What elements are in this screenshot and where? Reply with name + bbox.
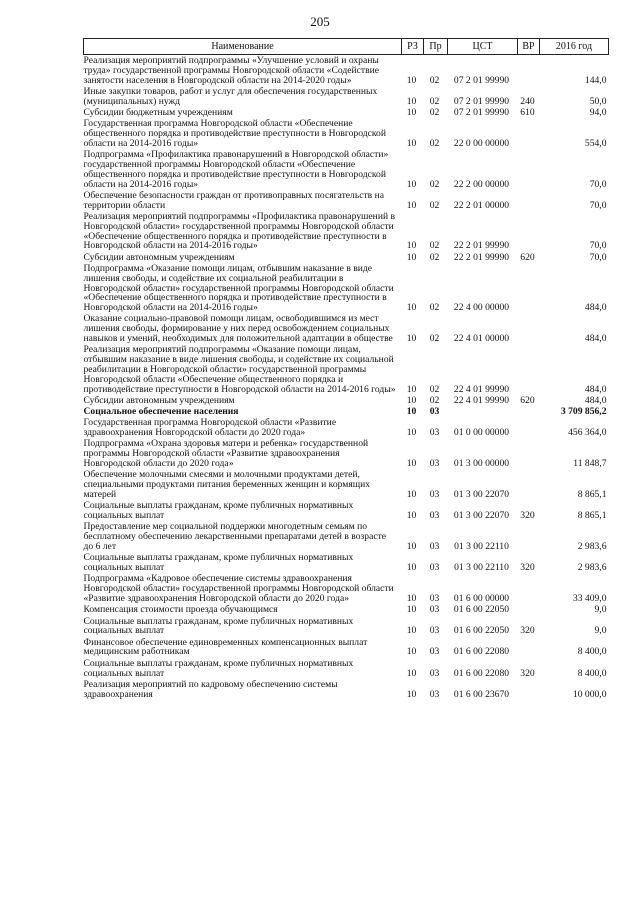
- cell-cst: 01 3 00 22070: [453, 488, 510, 500]
- cell-name: Социальные выплаты гражданам, кроме публичных нормативных социальных выплат: [83, 615, 354, 637]
- cell-rz: 10: [406, 106, 417, 118]
- cell-sum: 484,0: [584, 394, 607, 406]
- table-row: [84, 118, 609, 149]
- cell-name: Субсидии автономным учреждениям: [83, 251, 235, 263]
- cell-pr: 03: [429, 625, 440, 637]
- cell-vr: 320: [520, 562, 535, 574]
- cell-sum: 9,0: [594, 604, 607, 616]
- cell-sum: 2 983,6: [577, 562, 607, 574]
- cell-pr: 02: [429, 394, 440, 406]
- cell-vr: [518, 190, 540, 211]
- cell-vr: 610: [520, 106, 535, 118]
- cell-cst: 01 3 00 22110: [454, 562, 509, 574]
- cell-sum: 8 865,1: [577, 510, 607, 522]
- cell-cst: 22 2 01 99990: [453, 251, 510, 263]
- cell-name: Социальные выплаты гражданам, кроме публичных нормативных социальных выплат: [83, 657, 354, 679]
- cell-vr: [518, 263, 540, 313]
- cell-vr: [518, 679, 540, 700]
- cell-rz: 10: [406, 562, 417, 574]
- table-row: [84, 417, 609, 438]
- cell-rz: 10: [406, 240, 417, 252]
- cell-vr: [518, 313, 540, 344]
- cell-cst: 22 4 01 00000: [453, 333, 510, 345]
- cell-name: Подпрограмма «Оказание помощи лицам, отбывшим наказание в виде лишения свободы, и содействие их социальной реабилитации в Новгородской области» государственной программы Новгородской области «Обеспечение общественного порядка и противодействие преступности в Новгородской области на 2014-2016 годы»: [83, 262, 394, 314]
- cell-sum: 8 400,0: [577, 646, 607, 658]
- cell-vr: 320: [520, 667, 535, 679]
- cell-name: Государственная программа Новгородской области «Развитие здравоохранения Новгородской области до 2020 года»: [83, 417, 337, 439]
- table-row: [84, 107, 609, 118]
- table-row: [84, 55, 609, 86]
- cell-cst: 01 6 00 22050: [453, 625, 510, 637]
- table-row: [84, 313, 609, 344]
- page-number: 205: [310, 14, 330, 29]
- cell-cst: 07 2 01 99990: [453, 95, 510, 107]
- cell-cst: 07 2 01 99990: [453, 74, 510, 86]
- cell-name: Реализация мероприятий подпрограммы «Оказание помощи лицам, отбывшим наказание в виде лишения свободы, и содействие их социальной реабилитации в Новгородской области» государственной программы Новгородской области «Обеспечение общественного порядка и противодействие преступности в Новгородской области на 2014-2016 годы»: [83, 344, 396, 395]
- table-row: [84, 573, 609, 604]
- cell-rz: 10: [406, 74, 417, 86]
- cell-name: Реализация мероприятий подпрограммы «Профилактика правонарушений в Новгородской области» государственной программы Новгородской области «Обеспечение общественного порядка и противодействие преступности в Новгородской области на 2014-2016 годы»: [83, 210, 396, 252]
- cell-cst: 01 6 00 23670: [453, 688, 510, 700]
- cell-rz: 10: [406, 646, 417, 658]
- cell-sum: 70,0: [589, 251, 607, 263]
- cell-vr: [518, 149, 540, 190]
- cell-cst: 01 6 00 22050: [453, 604, 510, 616]
- cell-sum: 50,0: [589, 95, 607, 107]
- cell-rz: 10: [406, 95, 417, 107]
- cell-rz: 10: [406, 251, 417, 263]
- cell-pr: 02: [429, 106, 440, 118]
- cell-rz: 10: [406, 604, 417, 616]
- cell-rz: 10: [406, 625, 417, 637]
- cell-sum: 9,0: [594, 625, 607, 637]
- table-row: [84, 658, 609, 679]
- cell-pr: 02: [429, 251, 440, 263]
- cell-rz: 10: [406, 406, 417, 418]
- cell-pr: 03: [429, 427, 440, 439]
- cell-rz: 10: [406, 427, 417, 439]
- cell-name: Подпрограмма «Кадровое обеспечение системы здравоохранения Новгородской области» государственной программы Новгородской области «Развитие здравоохранения Новгородской области до 2020 года»: [83, 573, 394, 604]
- cell-pr: 03: [429, 510, 440, 522]
- cell-rz: 10: [406, 540, 417, 552]
- table-row: [84, 438, 609, 469]
- cell-name: Государственная программа Новгородской области «Обеспечение общественного порядка и противодействие преступности в Новгородской области на 2014-2016 годы»: [83, 118, 386, 149]
- cell-pr: 03: [429, 458, 440, 470]
- cell-sum: 33 409,0: [572, 592, 607, 604]
- cell-pr: 03: [429, 592, 440, 604]
- cell-name: Обеспечение молочными смесями и молочными продуктами детей, специальными продуктами питания беременных женщин и кормящих матерей: [83, 469, 371, 500]
- cell-vr: [518, 344, 540, 394]
- cell-sum: 10 000,0: [572, 688, 607, 700]
- cell-rz: 10: [406, 667, 417, 679]
- cell-cst: 22 4 00 00000: [453, 302, 510, 314]
- cell-cst: 01 6 00 00000: [453, 592, 510, 604]
- cell-sum: 70,0: [589, 199, 607, 211]
- cell-sum: 70,0: [589, 178, 607, 190]
- cell-vr: [518, 417, 540, 438]
- cell-pr: 03: [429, 646, 440, 658]
- cell-sum: 8 865,1: [577, 488, 607, 500]
- cell-name: Обеспечение безопасности граждан от противоправных посягательств на территории области: [83, 189, 384, 211]
- cell-cst: 22 2 00 00000: [453, 178, 510, 190]
- cell-name: Финансовое обеспечение единовременных компенсационных выплат медицинским работникам: [83, 636, 368, 658]
- cell-pr: 03: [429, 667, 440, 679]
- table-row: [84, 679, 609, 700]
- cell-name: Реализация мероприятий по кадровому обеспечению системы здравоохранения: [83, 678, 338, 700]
- cell-name: Социальное обеспечение населения: [83, 406, 239, 418]
- cell-sum: 484,0: [584, 383, 607, 395]
- cell-cst: 22 2 01 00000: [453, 199, 510, 211]
- cell-cst: 01 3 00 00000: [453, 458, 510, 470]
- cell-rz: 10: [406, 137, 417, 149]
- header-name: Наименование: [84, 39, 402, 55]
- cell-rz: 10: [406, 592, 417, 604]
- cell-pr: 03: [429, 688, 440, 700]
- cell-cst: 01 3 00 22070: [453, 510, 510, 522]
- cell-vr: [518, 55, 540, 86]
- table-row: [84, 616, 609, 637]
- cell-vr: [518, 118, 540, 149]
- table-header-row: [84, 39, 609, 55]
- cell-name: Социальные выплаты гражданам, кроме публичных нормативных социальных выплат: [83, 552, 354, 574]
- cell-vr: 320: [520, 625, 535, 637]
- cell-sum: 3 709 856,2: [560, 406, 607, 418]
- table-row: [84, 263, 609, 313]
- table-row: [84, 190, 609, 211]
- cell-cst: 01 3 00 22110: [454, 540, 509, 552]
- cell-sum: 144,0: [584, 74, 607, 86]
- cell-vr: 620: [520, 394, 535, 406]
- header-cst: ЦСТ: [448, 39, 518, 55]
- cell-vr: [518, 406, 540, 417]
- cell-sum: 11 848,7: [573, 458, 607, 470]
- cell-cst: 22 0 00 00000: [453, 137, 510, 149]
- cell-pr: 02: [429, 333, 440, 345]
- cell-pr: 02: [429, 137, 440, 149]
- cell-sum: 456 364,0: [568, 427, 607, 439]
- cell-rz: 10: [406, 302, 417, 314]
- cell-sum: 484,0: [584, 302, 607, 314]
- cell-name: Компенсация стоимости проезда обучающимся: [83, 604, 278, 616]
- cell-pr: 02: [429, 178, 440, 190]
- cell-name: Субсидии автономным учреждениям: [83, 394, 235, 406]
- table-row: [84, 500, 609, 521]
- cell-rz: 10: [406, 333, 417, 345]
- cell-vr: [518, 211, 540, 252]
- cell-rz: 10: [406, 488, 417, 500]
- cell-cst: 22 2 01 99990: [453, 240, 510, 252]
- cell-rz: 10: [406, 510, 417, 522]
- cell-sum: 2 983,6: [577, 540, 607, 552]
- header-vr: ВР: [518, 39, 540, 55]
- header-pr: Пр: [424, 39, 448, 55]
- cell-vr: 320: [520, 510, 535, 522]
- table-row: [84, 521, 609, 552]
- table-row: [84, 637, 609, 658]
- table-row: [84, 469, 609, 500]
- cell-vr: [518, 604, 540, 615]
- cell-pr: 02: [429, 95, 440, 107]
- cell-vr: [518, 637, 540, 658]
- table-row: [84, 149, 609, 190]
- cell-pr: 03: [429, 406, 440, 418]
- cell-rz: 10: [406, 394, 417, 406]
- cell-pr: 02: [429, 199, 440, 211]
- cell-name: Реализация мероприятий подпрограммы «Улучшение условий и охраны труда» государственной программы Новгородской области «Содействие занятости населения в Новгородской области на 2014-2020 годы»: [83, 55, 380, 86]
- table-row: [84, 86, 609, 107]
- table-row: [84, 211, 609, 252]
- table-row: [84, 395, 609, 406]
- cell-rz: 10: [406, 458, 417, 470]
- cell-name: Подпрограмма «Охрана здоровья матери и ребенка» государственной программы Новгородской области «Развитие здравоохранения Новгородской области до 2020 года»: [83, 438, 369, 470]
- cell-rz: 10: [406, 688, 417, 700]
- cell-pr: 03: [429, 540, 440, 552]
- cell-pr: 03: [429, 488, 440, 500]
- cell-cst: 01 6 00 22080: [453, 646, 510, 658]
- cell-cst: 01 6 00 22080: [453, 667, 510, 679]
- cell-name: Подпрограмма «Профилактика правонарушений в Новгородской области» государственной программы Новгородской области «Обеспечение общественного порядка и противодействие преступности в Новгородской области на 2014-2016 годы»: [83, 149, 389, 190]
- table-row: [84, 252, 609, 263]
- cell-rz: 10: [406, 199, 417, 211]
- cell-sum: 70,0: [589, 240, 607, 252]
- cell-vr: [518, 438, 540, 469]
- cell-vr: [518, 573, 540, 604]
- cell-pr: 03: [429, 562, 440, 574]
- header-rz: РЗ: [402, 39, 424, 55]
- cell-name: Социальные выплаты гражданам, кроме публичных нормативных социальных выплат: [83, 500, 354, 522]
- cell-pr: 02: [429, 302, 440, 314]
- cell-cst: 01 0 00 00000: [453, 427, 510, 439]
- cell-rz: 10: [406, 178, 417, 190]
- cell-vr: [518, 521, 540, 552]
- cell-pr: 03: [429, 604, 440, 616]
- table-body: [84, 55, 609, 700]
- cell-name: Предоставление мер социальной поддержки многодетным семьям по бесплатному обеспечению лекарственными препаратами детей в возрасте до 6 лет: [83, 521, 387, 552]
- cell-pr: 02: [429, 240, 440, 252]
- cell-sum: 554,0: [584, 137, 607, 149]
- cell-pr: 02: [429, 74, 440, 86]
- cell-cst: 07 2 01 99990: [453, 106, 510, 118]
- cell-pr: 02: [429, 383, 440, 395]
- cell-vr: 620: [520, 251, 535, 263]
- table-row: [84, 552, 609, 573]
- cell-cst: 22 4 01 99990: [453, 394, 510, 406]
- cell-vr: [518, 469, 540, 500]
- cell-sum: 8 400,0: [577, 667, 607, 679]
- table-row: [84, 604, 609, 615]
- cell-sum: 484,0: [584, 333, 607, 345]
- cell-name: Оказание социально-правовой помощи лицам, освободившимся из мест лишения свободы, формирование у них перед освобождением социальных навыков и умений, необходимых для положительной адаптации в обществе: [83, 313, 393, 345]
- cell-name: Иные закупки товаров, работ и услуг для обеспечения государственных (муниципальных) нужд: [83, 85, 378, 107]
- cell-name: Субсидии бюджетным учреждениям: [83, 106, 233, 118]
- table-row: [84, 406, 609, 417]
- table-row: [84, 344, 609, 394]
- cell-cst: 22 4 01 99990: [453, 383, 510, 395]
- cell-cst: [448, 406, 518, 417]
- cell-vr: 240: [520, 95, 535, 107]
- budget-table: [83, 38, 609, 700]
- header-sum: 2016 год: [540, 39, 609, 55]
- cell-rz: 10: [406, 383, 417, 395]
- cell-sum: 94,0: [589, 106, 607, 118]
